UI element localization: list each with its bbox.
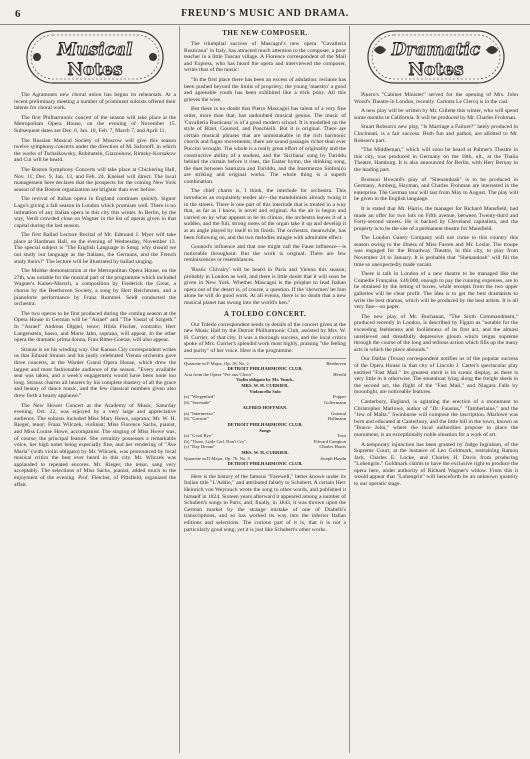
programme-composer: Guiraud [330,410,346,416]
article-paragraph: The New Hower Concert at the Academy of Music, Saturday evening, Oct. 22, was enjoyed by a very large and appreciative audience. The soloists included Miss Mary Howe, soprano; Mr. W. H. Rieger, tenor; Franz Wilczek, violinist; Miss Florence Sachs, pianist, and Miss Louise Howe, accompanist. The singing of Miss Howe was, of course, the principal feature. She certainly possesses a remarkable voice, her high notes being especially fine, and her rendering of "Ave Maria" (with violin obligato) by Mr. Wilczek, was pronounced by local musical critics the best ever heard in this city. Mr. Wilczek was applauded to repeated encores. Mr. Rieger, the tenor, sang very acceptably. The selections of Miss Sachs, pianist, added much to the enjoyment of the evening. Prof. Fletcher, of Pittsfield, organized the affair. [14,402,176,488]
article-paragraph: The Moltke demonstration at the Metropolitan Opera House, on the 27th, was notable for the musical part of the programme which included Wagner's Kaiser-Marsch, a composition by Frederick the Great, a chorus by the Beethoven Society, a song by Herr Reichmann, and a pianoforte performance by Franz Rummel. Seidl conducted the orchestra. [14,268,176,308]
programme-item: (c) "Day Dream" [184,444,216,450]
programme-composer: Beethoven [326,360,346,366]
programme-composer: Popper [332,394,346,400]
programme-item: (b) "Gavotte" [184,416,209,422]
svg-text:Dramatic: Dramatic [391,40,481,60]
article-paragraph: A new play will be written by Mr. Gillette this winter, who will spend some months in California. It will be produced by Mr. Charles Frohman. [354,108,518,121]
programme-item: Violin obligato by Mr. Yunck. [236,377,294,383]
article-paragraph: The first Philharmonic concert of the season will take place at the Metropolitan Opera House, on the evening of November 15. Subsequent dates are Dec. 6, Jan. 10, Feb. 7, March 7, and April 11. [14,114,176,134]
programme-item: (a) "Good Bye" [184,433,213,439]
running-title: FREUND'S MUSIC AND DRAMA. [181,8,349,19]
programme-item: DETROIT PHILHARMONIC CLUB. [227,422,303,428]
heading-toledo-concert: A TOLEDO CONCERT. [223,309,307,318]
article-paragraph: Gounod's influence and that one might call the Faust influence—is noticeable throughout. But the work is original. There are few reminiscences or resemblances. [184,244,346,264]
svg-text:Notes: Notes [67,60,123,80]
programme-item: Aria from the Opera "Pré aux Clercs" [184,371,254,377]
programme-row [184,461,346,467]
page-header [0,0,530,25]
article-paragraph: There is talk in London of a new theatre to be managed like the Comédie Française. £40,000, enough to pay the running expenses, are to be obtained by the letting of boxes, while receipts from the two upper galleries will be clear profit. The idea is to get the best dramatists to write the best dramas, which will be produced by the best artists. It is all very fine—on paper. [354,271,518,311]
programme-item: MRS. W. H. CURRIER. [241,382,289,388]
article-paragraph: The Boston Symphony Concerts will take place at Chickering Hall, Nov. 11, Dec. 9, Jan. 13, and Feb. 24. Kneisel will direct. The local management here declares that the prospects for the coming New York season of the Boston organization are brighter than ever before. [14,166,176,193]
dramatic-notes-logo [366,28,506,86]
article-paragraph: The chief charm is, I think, the interlude for orchestra. This introduces an exquisitely tender air—the mandolinists already twang it in the streets. There is one part of this interlude that is treated in a way that, as far as I know, is novel and original. As the air is begun and carried on by what appears to be its climax, the orchestra leaves it of a sudden, and the full, strong notes of the organ take it up and develop it at an angle played by itself to its finish. The orchestra, meanwhile, has been following on, and the two melodies mingle with admirable effect. [184,188,346,241]
article-paragraph: Bronson Howard's play of "Shenandoah" is to be produced in Germany. Amberg, Hayman, and Charles Frohman are interested in the enterprise. The German tour will last from May to August. The play will be given in the English language. [354,176,518,203]
article-paragraph: The triumphal success of Mascagni's new opera "Cavalleria Rusticana" in Italy, has attracted much attention to the composer, a poor teacher in a little Tuscan village. A Florence correspondent of the Mail and Express, who has heard the opera and interviewed the composer, writes thus of the music: [184,41,346,74]
programme-item: Quartette in D Major, Op. 76, No. 5 [184,455,250,461]
programme-composer: Edward Campion [313,438,346,444]
article-paragraph: Our Toledo correspondent sends us details of the concert given at the new Music Hall by the Detroit Philharmonic Club, assisted by Mrs. W. H. Currier, of that city. It was a thorough success, and the local critics spoke of Mrs. Currier's splendid work most highly, praising "the feeling and purity" of her voice. Here is the programme: [184,321,346,354]
musical-notes-logo [25,28,165,86]
article-paragraph: Strauss is on his winding way. Our Kansas City correspondent writes us that Eduard Strauss and his justly celebrated Vienna orchestra gave three concerts, at the Warder Grand Opera House, which drew the largest and most fashionable audience of the season. "Every available seat was taken, and a week's engagement would have been none too long. Strauss charms all hearers by his complete mastery of all the grace and beauty of dance music, and the few classical numbers given also drew forth a hearty applause." [14,346,176,399]
programme-item: DETROIT PHILHARMONIC CLUB. [227,366,303,372]
article-paragraph: "The Middleman," which will soon be heard at Palmer's Theatre in this city, was produced in Germany on the 18th, ult., at the Thalia Theatre, Hamburg. It is also announced for Berlin, with Herr Bernay in the leading part. [354,147,518,173]
column-center [184,26,346,755]
article-paragraph: The first Ballad Lecture Recital of Mr. Edmund J. Myer will take place at Hardman Hall, on the evening of Wednesday, November 13. The special subject is "The English Language in Song; why should we not study our language as the Italians, the Germans, and the French study theirs?" The lecture will be illustrated by ballad singing. [14,232,176,265]
column-rule [349,26,350,753]
article-paragraph: A temporary injunction has been granted by Judge Ingraham, of the Supreme Court, at the instance of Leo Goldmark, restraining Ramon Jack, Charles E. Locke, and Charles H. Davis from producing "Lohengrin." Goldmark claims to have the exclusive right to produce the opera here, under authority of Richard Wagner's widow. From this it would appear that "Lohengrin" will henceforth be an unknown quantity to our operatic stage. [354,441,518,488]
column-musical-notes [14,26,176,755]
article-paragraph: Our Dallas (Texas) correspondent notifies us of the popular success of the Opera House in that city of Lincoln J. Carter's spectacular play entitled "Fast Mail." Its greatest merit is its scenic display, as there is very little in it otherwise. The steamboat lying along the freight sheds in the second act, the flight of the "Fast Mail," and Niagara Falls by moonlight, are noticeable features. [354,356,518,396]
programme-item: DETROIT PHILHARMONIC CLUB. [227,461,303,467]
programme-composer: Goltermann [324,399,346,405]
article-paragraph: The new play of Mr. Buchanan, "The Sixth Commandment," produced recently in London, is described by Figaro as "notable for the exceeding feebleness and foolishness of its first act, and the almost unrelieved and dreadfully depressive gloom which reigns supreme through the course of the long and tedious action which fills up the many acts in which the piece abounds." [354,313,518,353]
programme-item: Violoncello Solo [249,388,281,394]
programme-item: MRS. W. H. CURRIER. [241,450,289,456]
svg-text:Notes: Notes [408,60,464,80]
column-rule [179,26,180,753]
programme-item: (a) "Intermezzo" [184,410,215,416]
article-paragraph: Canterbury, England, is agitating the erection of a monument to Christopher Marlowe, author of "Dr. Faustus," "Tamberlaine," and the "Jew of Malta." Swinburne will compose the inscription. Marlowe was born and educated at Canterbury, and the little hill in the town, known as "Bunce John," where the local authorities propose to place the monument, is an exceptionally noble situation for a work of art. [354,398,518,438]
column-dramatic-notes [354,26,518,755]
concert-programme [184,358,346,470]
article-paragraph: Pinero's "Cabinet Minister" served for the opening of Mrs. John Wood's Theatre in London, recently. Carlotta Le Clercq is in the cast. [354,92,518,105]
programme-item: (b) "There, Little Girl, Don't Cry" [184,438,247,444]
programme-composer: Charles Harris [319,444,346,450]
article-paragraph: 'Rustic Chivalry' will be heard in Paris and Vienna this season; probably in London as well, and there is little doubt that it will soon be given in New York. Whether Mascagni is the prophet to lead Italian opera out of the desert is, of course, a question. If the 'showmen' let him alone he will do good work. At all events, there is no doubt that a new musical planet has swung into the world's ken." [184,267,346,306]
heading-new-composer: THE NEW COMPOSER. [222,29,308,37]
programme-composer: Tosti [336,433,346,439]
page-number: 6 [15,8,21,20]
programme-item: (a) "Wiegenlied" [184,394,215,400]
programme-composer: Joseph Haydn [320,455,346,461]
programme-item: ALFRED HOFFMAN. [242,405,288,411]
programme-item: Quartette in F Major, Op. 18, No. 1 [184,360,250,366]
article-paragraph: But there is no doubt that Pietro Mascagni has talent of a very fine order, more than that, has undoubted musical genius. The music of 'Cavalleria Rusticana' is of a good modern school. It is modelled on the style of Bizet, Gounod, and Ponchielli. But it is original. There are certain musical phrases that are unmistakable in the rich harmonic chords and fugue movements; there are sound passages richer than ever Puccini wrought. The whole is a really great effort of originality and the constructive ability of a student, and the 'Siciliana' sung by Turiddu behind the curtain before it rises, the Easter hymn, the drinking song, the duet between Santuzza and Turiddu, and the Intermezzo Sinfonico are striking and original works. The whole thing is a superb combination. [184,106,346,185]
article-paragraph: "In the first place there has been an excess of adulation; reclame has been pushed beyond the limits of propriety; the young 'maestro' a good and agreeable youth has been exhibited like a trick pony. All this grieves the wise. [184,76,346,103]
programme-composer: Hollmann [327,416,346,422]
article-paragraph: The London Gaiety Company will not come to this country this season owing to the illness of Miss Farren and Mr. Leslie. The troupe was engaged for the Broadway Theatre, in this city, to play from November 24 to January. It is probable that "Shenandoah" will fill the time so unexpectedly made vacant. [354,235,518,268]
programme-item: (b) "Serenade" [184,399,212,405]
article-paragraph: The revival of Italian opera in England continues quickly. Signor Lago's giving a fall season in London which promises well. There is no intimation of any Italian opera in this city this winter. In Berlin, by the way, Verdi crowded close on Wagner in the list of operas given in that capital during the last season. [14,196,176,229]
article-paragraph: The Russian Musical Society of Moscow will give this season twelve symphony concerts under the direction of M. Safonoff, in which the works of Tschaikowsky, Rubinstein, Glazounow, Rimsky-Korsakow and Cui will be heard. [14,137,176,164]
article-paragraph: The Agramonts new choral union has begun its rehearsals. At a recent preliminary meeting a number of prominent soloists offered their talents for choral work. [14,92,176,112]
svg-text:Musical: Musical [57,40,133,60]
article-paragraph: Stuart Robson's new play, "Is Marriage a Failure?" lately produced in Cincinnati, is a fair success. Both fun and pathos, are allotted to Mr. Robson's part. [354,124,518,144]
article-paragraph: Here is the history of the famous "Farewell," better known under its Italian title "L'Addio," and attributed falsely to Schubert. A certain Herr Heinrich von Weyrauch wrote the song to other words, and published it himself in 1824. Sixteen years afterward it appeared among a number of Schubert's songs in Paris, and, finally, in 1843, it was thrown upon the German market by the strange mistake of one of Diabelli's transcriptions, and so has worked its way into the inferior Italian editions and selections. The curious part of it is, that it is not a particularly good song; yet it is just like Schubert's other works. [184,473,346,533]
programme-composer: Hérold [333,371,346,377]
article-paragraph: The two operas to be first produced during the coming season at the Opera House in German will be "Asrael" and "The Vassal of Szigeth." In "Asrael" Andreas Dippel, tenor; Hilda Fischer, contralto; Herr Langenstein, basso, and Marie Jahn, soprano, will appear. In the other opera the dramatic prima donna, Frau Ritter-Goetze, will also appear. [14,310,176,344]
article-paragraph: It is stated that Mr. Harris, the manager for Richard Mansfield, had made an offer for two lots on Fifth avenue, between Twenty-third and Forty-second streets. He is backed by Cleveland capitalists, and the property is to be the site of a permanent theatre for Mansfield. [354,205,518,232]
programme-item: Songs [259,427,271,433]
